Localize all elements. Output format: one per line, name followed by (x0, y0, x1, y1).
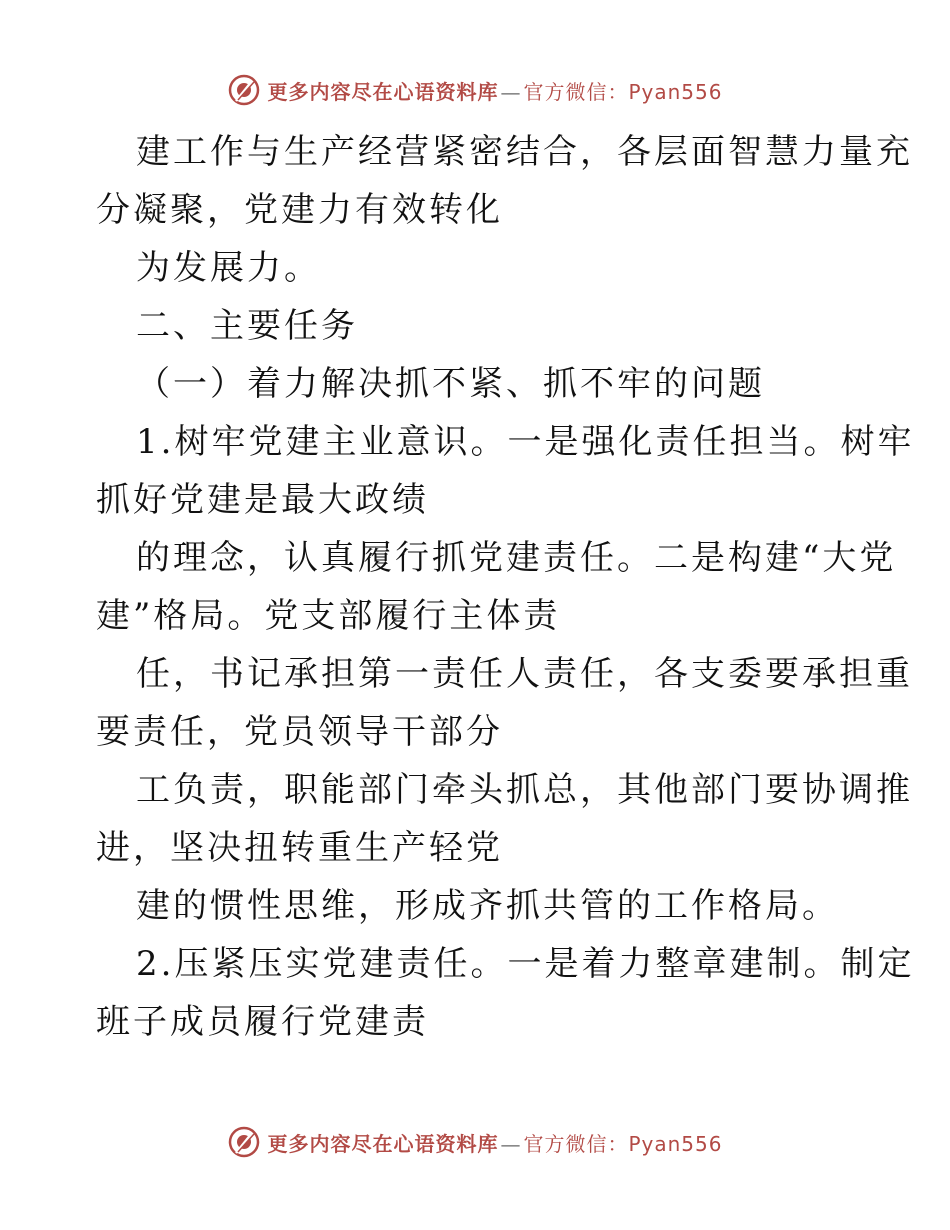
section-heading: 二、主要任务 (136, 306, 358, 346)
document-body (96, 123, 915, 1051)
paragraph-line: 1.树牢党建主业意识。一是强化责任担当。树牢 (136, 422, 915, 462)
footer-watermark (0, 1122, 950, 1162)
header-watermark (0, 70, 950, 110)
paragraph-line: 工负责，职能部门牵头抓总，其他部门要协调推 (136, 770, 913, 810)
paragraph-line: 要责任，党员领导干部分 (96, 712, 503, 752)
watermark-wechat: 官方微信：Pyan556 (523, 79, 723, 104)
watermark-brand: 更多内容尽在心语资料库 (267, 1131, 499, 1156)
paragraph-line: 的理念，认真履行抓党建责任。二是构建“大党 (136, 538, 897, 578)
logo-icon (227, 1125, 261, 1159)
paragraph-line: 为发展力。 (136, 248, 321, 288)
paragraph-line: 进，坚决扭转重生产轻党 (96, 828, 503, 868)
paragraph-line: 2.压紧压实党建责任。一是着力整章建制。制定 (136, 944, 915, 984)
logo-icon (227, 73, 261, 107)
watermark-wechat: 官方微信：Pyan556 (523, 1131, 723, 1156)
subsection-heading: （一）着力解决抓不紧、抓不牢的问题 (136, 364, 765, 404)
watermark-brand: 更多内容尽在心语资料库 (267, 79, 499, 104)
paragraph-line: 抓好党建是最大政绩 (96, 480, 429, 520)
watermark-dash: — (500, 79, 522, 104)
paragraph-line: 任，书记承担第一责任人责任，各支委要承担重 (136, 654, 913, 694)
paragraph-line: 分凝聚，党建力有效转化 (96, 190, 503, 230)
watermark-dash: — (500, 1131, 522, 1156)
paragraph-line: 建工作与生产经营紧密结合，各层面智慧力量充 (136, 132, 913, 172)
paragraph-line: 建的惯性思维，形成齐抓共管的工作格局。 (136, 886, 839, 926)
paragraph-line: 班子成员履行党建责 (96, 1002, 429, 1042)
paragraph-line: 建”格局。党支部履行主体责 (96, 596, 561, 636)
